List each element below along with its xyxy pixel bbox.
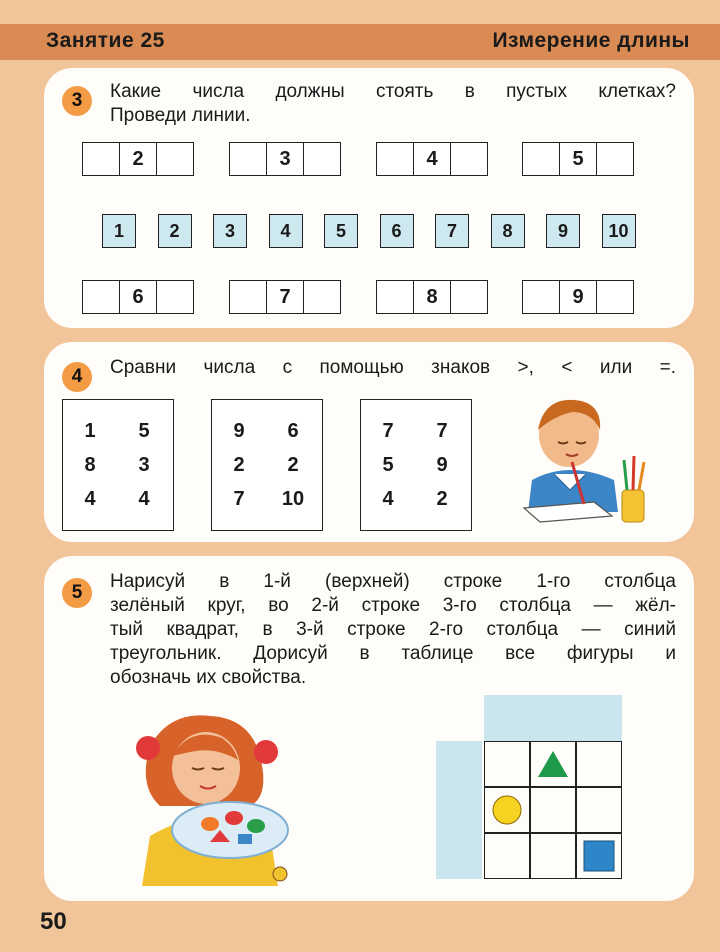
strip-cell-empty[interactable] xyxy=(83,281,120,313)
task5-line: Нарисуй в 1-й (верхней) строке 1-го столбца xyxy=(110,571,676,592)
task5-card xyxy=(44,556,694,901)
strip-cell-empty[interactable] xyxy=(377,281,414,313)
grid-cell[interactable] xyxy=(576,741,622,787)
grid-cell xyxy=(436,833,482,879)
task4-card xyxy=(44,342,694,542)
page-number: 50 xyxy=(40,908,67,935)
compare-value: 9 xyxy=(436,454,448,476)
compare-value: 9 xyxy=(233,420,245,442)
task5-line: обозначь их свойства. xyxy=(110,667,307,688)
grid-cell xyxy=(484,695,530,741)
task4-number: 4 xyxy=(62,362,92,392)
strip-cell-empty[interactable] xyxy=(597,281,633,313)
strip-cell: 5 xyxy=(560,143,597,175)
number-box[interactable]: 10 xyxy=(602,214,636,248)
number-box[interactable]: 8 xyxy=(491,214,525,248)
strip-cell-empty[interactable] xyxy=(230,143,267,175)
task3-card xyxy=(44,68,694,328)
task4-line: Сравни числа с помощью знаков >, < или =. xyxy=(110,357,676,378)
number-row xyxy=(102,214,657,248)
blue-square-icon xyxy=(576,833,622,879)
number-strip xyxy=(82,280,194,314)
grid-cell xyxy=(436,787,482,833)
compare-value: 8 xyxy=(84,454,96,476)
strip-cell-empty[interactable] xyxy=(157,143,193,175)
strip-cell-empty[interactable] xyxy=(304,281,340,313)
task5-line: тый квадрат, в 3-й строке 2-го столбца — синий xyxy=(110,619,676,640)
compare-value: 7 xyxy=(233,488,245,510)
task5-line: зелёный круг, во 2-й строке 3-го столбца — жёл- xyxy=(110,595,676,616)
compare-value: 5 xyxy=(382,454,394,476)
number-strip xyxy=(229,142,341,176)
lesson-title: Занятие 25 xyxy=(46,29,165,52)
compare-value: 6 xyxy=(287,420,299,442)
compare-box xyxy=(211,399,323,531)
strip-cell-empty[interactable] xyxy=(523,143,560,175)
grid-cell[interactable] xyxy=(484,833,530,879)
strip-cell: 4 xyxy=(414,143,451,175)
yellow-circle-icon xyxy=(484,787,530,833)
number-box[interactable]: 9 xyxy=(546,214,580,248)
number-box[interactable]: 3 xyxy=(213,214,247,248)
number-box[interactable]: 7 xyxy=(435,214,469,248)
compare-value: 2 xyxy=(436,488,448,510)
topic-title: Измерение длины xyxy=(492,29,690,52)
strip-cell-empty[interactable] xyxy=(451,281,487,313)
number-strip xyxy=(229,280,341,314)
boy-drawing-illustration xyxy=(514,390,654,530)
strip-cell-empty[interactable] xyxy=(377,143,414,175)
strip-cell-empty[interactable] xyxy=(83,143,120,175)
strip-cell-empty[interactable] xyxy=(304,143,340,175)
number-strip xyxy=(522,142,634,176)
number-box[interactable]: 4 xyxy=(269,214,303,248)
task4-text xyxy=(110,356,676,380)
header-bar xyxy=(0,24,720,60)
grid-cell xyxy=(436,741,482,787)
compare-value: 4 xyxy=(84,488,96,510)
compare-box xyxy=(360,399,472,531)
compare-value: 5 xyxy=(138,420,150,442)
strip-cell: 8 xyxy=(414,281,451,313)
strip-cell: 7 xyxy=(267,281,304,313)
strip-cell: 3 xyxy=(267,143,304,175)
compare-value: 2 xyxy=(287,454,299,476)
compare-box xyxy=(62,399,174,531)
number-box[interactable]: 2 xyxy=(158,214,192,248)
green-triangle-icon xyxy=(530,741,576,787)
compare-value: 3 xyxy=(138,454,150,476)
number-box[interactable]: 5 xyxy=(324,214,358,248)
number-strip xyxy=(376,142,488,176)
task5-text xyxy=(110,570,676,690)
grid-cell[interactable] xyxy=(530,787,576,833)
number-box[interactable]: 6 xyxy=(380,214,414,248)
task3-line: Проведи линии. xyxy=(110,105,251,126)
compare-value: 7 xyxy=(436,420,448,442)
strip-cell: 2 xyxy=(120,143,157,175)
compare-value: 2 xyxy=(233,454,245,476)
task5-number: 5 xyxy=(62,578,92,608)
strip-cell-empty[interactable] xyxy=(597,143,633,175)
number-box[interactable]: 1 xyxy=(102,214,136,248)
strip-cell-empty[interactable] xyxy=(451,143,487,175)
strip-cell-empty[interactable] xyxy=(230,281,267,313)
compare-value: 4 xyxy=(382,488,394,510)
task3-line: Какие числа должны стоять в пустых клетках? xyxy=(110,81,676,102)
girl-with-shapes-illustration xyxy=(110,706,310,886)
task5-line: треугольник. Дорисуй в таблице все фигуры и xyxy=(110,643,676,664)
compare-value: 10 xyxy=(281,488,305,510)
compare-value: 4 xyxy=(138,488,150,510)
strip-cell: 9 xyxy=(560,281,597,313)
strip-cell: 6 xyxy=(120,281,157,313)
task3-text xyxy=(110,80,676,128)
grid-cell xyxy=(530,695,576,741)
grid-cell xyxy=(576,695,622,741)
strip-cell-empty[interactable] xyxy=(157,281,193,313)
grid-cell[interactable] xyxy=(576,787,622,833)
compare-value: 1 xyxy=(84,420,96,442)
number-strip xyxy=(522,280,634,314)
number-strip xyxy=(376,280,488,314)
task3-number: 3 xyxy=(62,86,92,116)
compare-value: 7 xyxy=(382,420,394,442)
strip-cell-empty[interactable] xyxy=(523,281,560,313)
grid-cell[interactable] xyxy=(484,741,530,787)
number-strip xyxy=(82,142,194,176)
grid-cell[interactable] xyxy=(530,833,576,879)
